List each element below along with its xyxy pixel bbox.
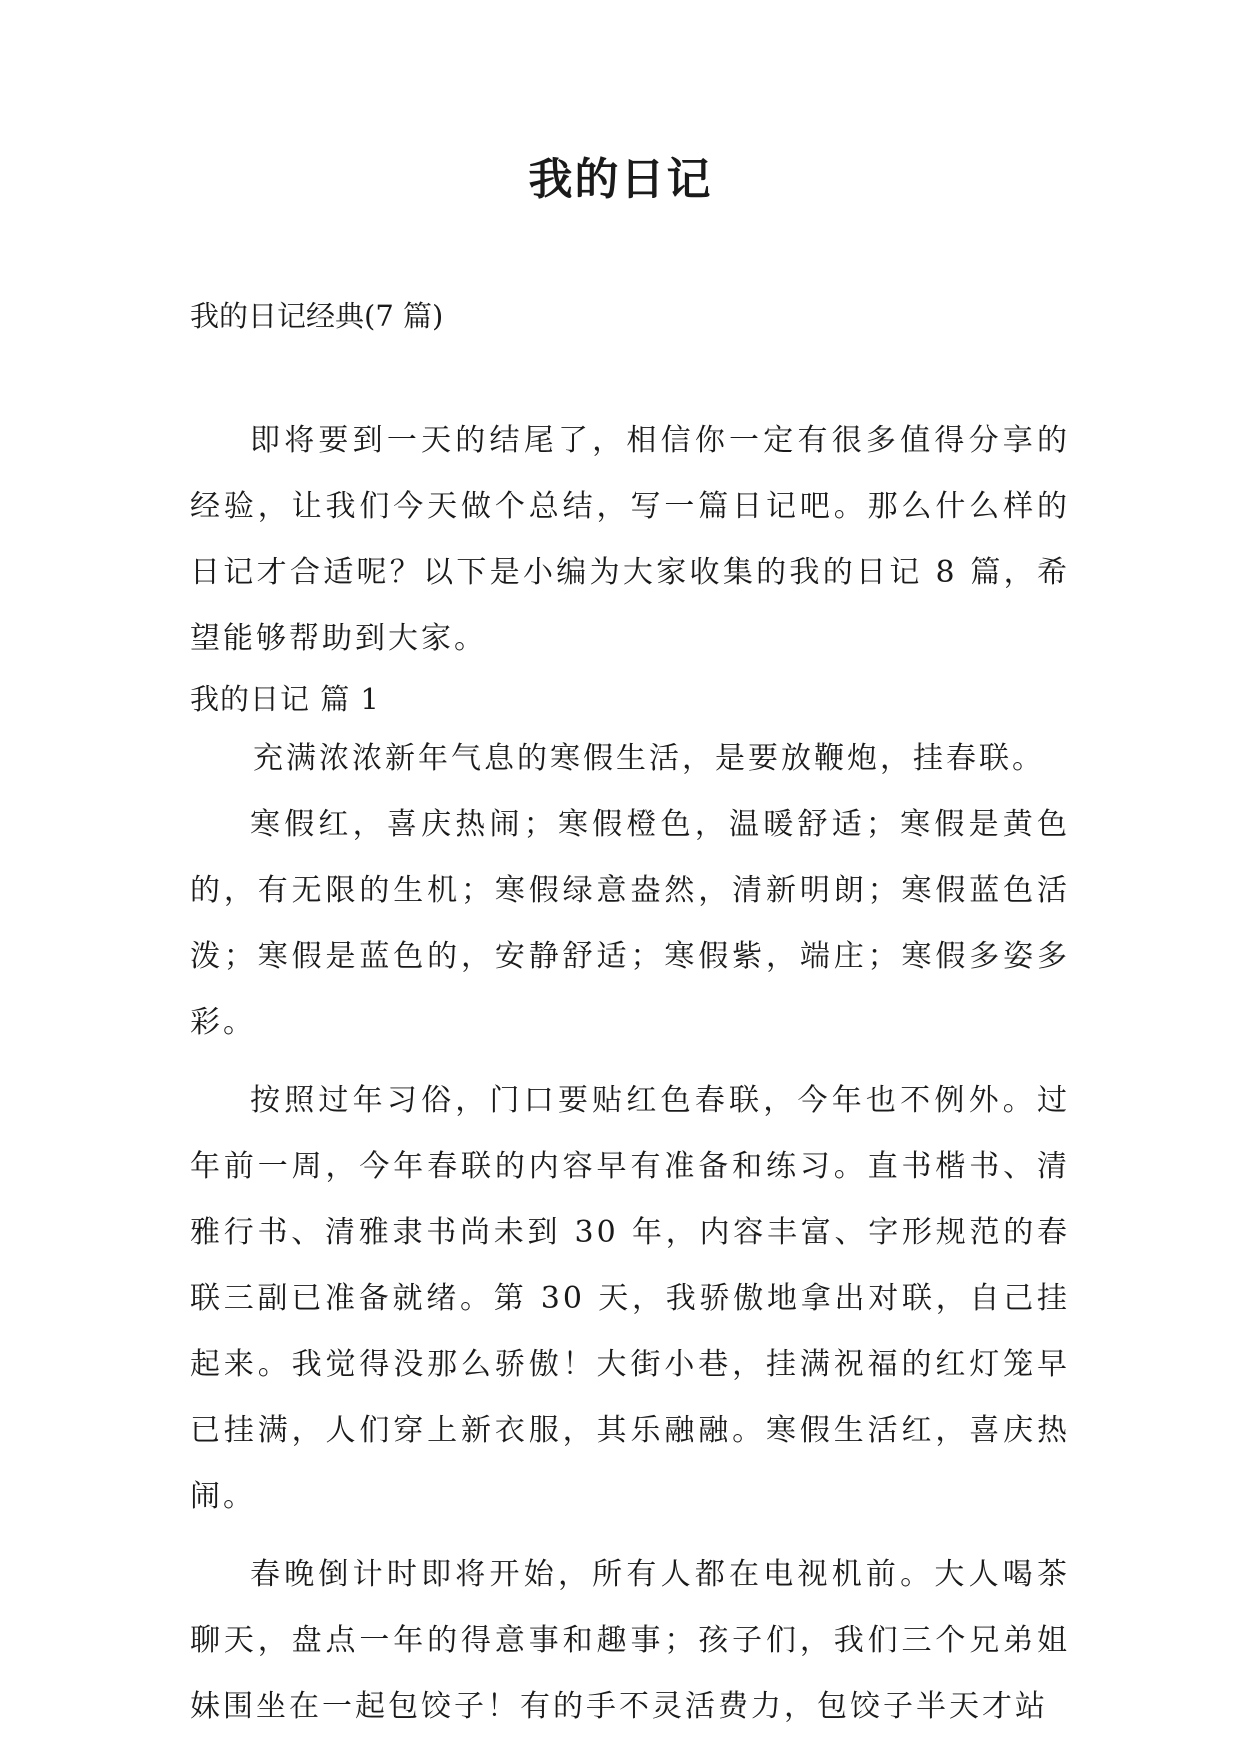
document-body <box>190 408 1070 1740</box>
document-title: 我的日记 <box>528 154 713 205</box>
section-heading: 我的日记 篇 1 <box>190 682 380 716</box>
body-paragraph: 寒假红，喜庆热闹；寒假橙色，温暖舒适；寒假是黄色的，有无限的生机；寒假绿意盎然，清新明朗；寒假蓝色活泼；寒假是蓝色的，安静舒适；寒假紫，端庄；寒假多姿多彩。 <box>190 807 1070 1040</box>
body-paragraph: 充满浓浓新年气息的寒假生活，是要放鞭炮，挂春联。 <box>253 741 1045 776</box>
document-subtitle: 我的日记经典(7 篇) <box>190 299 444 333</box>
body-paragraph: 春晚倒计时即将开始，所有人都在电视机前。大人喝茶聊天，盘点一年的得意事和趣事；孩子们，我们三个兄弟姐妹围坐在一起包饺子！有的手不灵活费力，包饺子半天才站 <box>190 1557 1070 1724</box>
body-paragraph: 按照过年习俗，门口要贴红色春联，今年也不例外。过年前一周，今年春联的内容早有准备和练习。直书楷书、清雅行书、清雅隶书尚未到 30 年，内容丰富、字形规范的春联三副已准备就绪。第 30 天，我骄傲地拿出对联，自己挂起来。我觉得没那么骄傲！大街小巷，挂满祝福的红灯笼早已挂满，人们穿上新衣服，其乐融融。寒假生活红，喜庆热闹。 <box>190 1083 1070 1514</box>
intro-paragraph: 即将要到一天的结尾了，相信你一定有很多值得分享的经验，让我们今天做个总结，写一篇日记吧。那么什么样的日记才合适呢？以下是小编为大家收集的我的日记 8 篇，希望能够帮助到大家。 <box>190 423 1070 656</box>
